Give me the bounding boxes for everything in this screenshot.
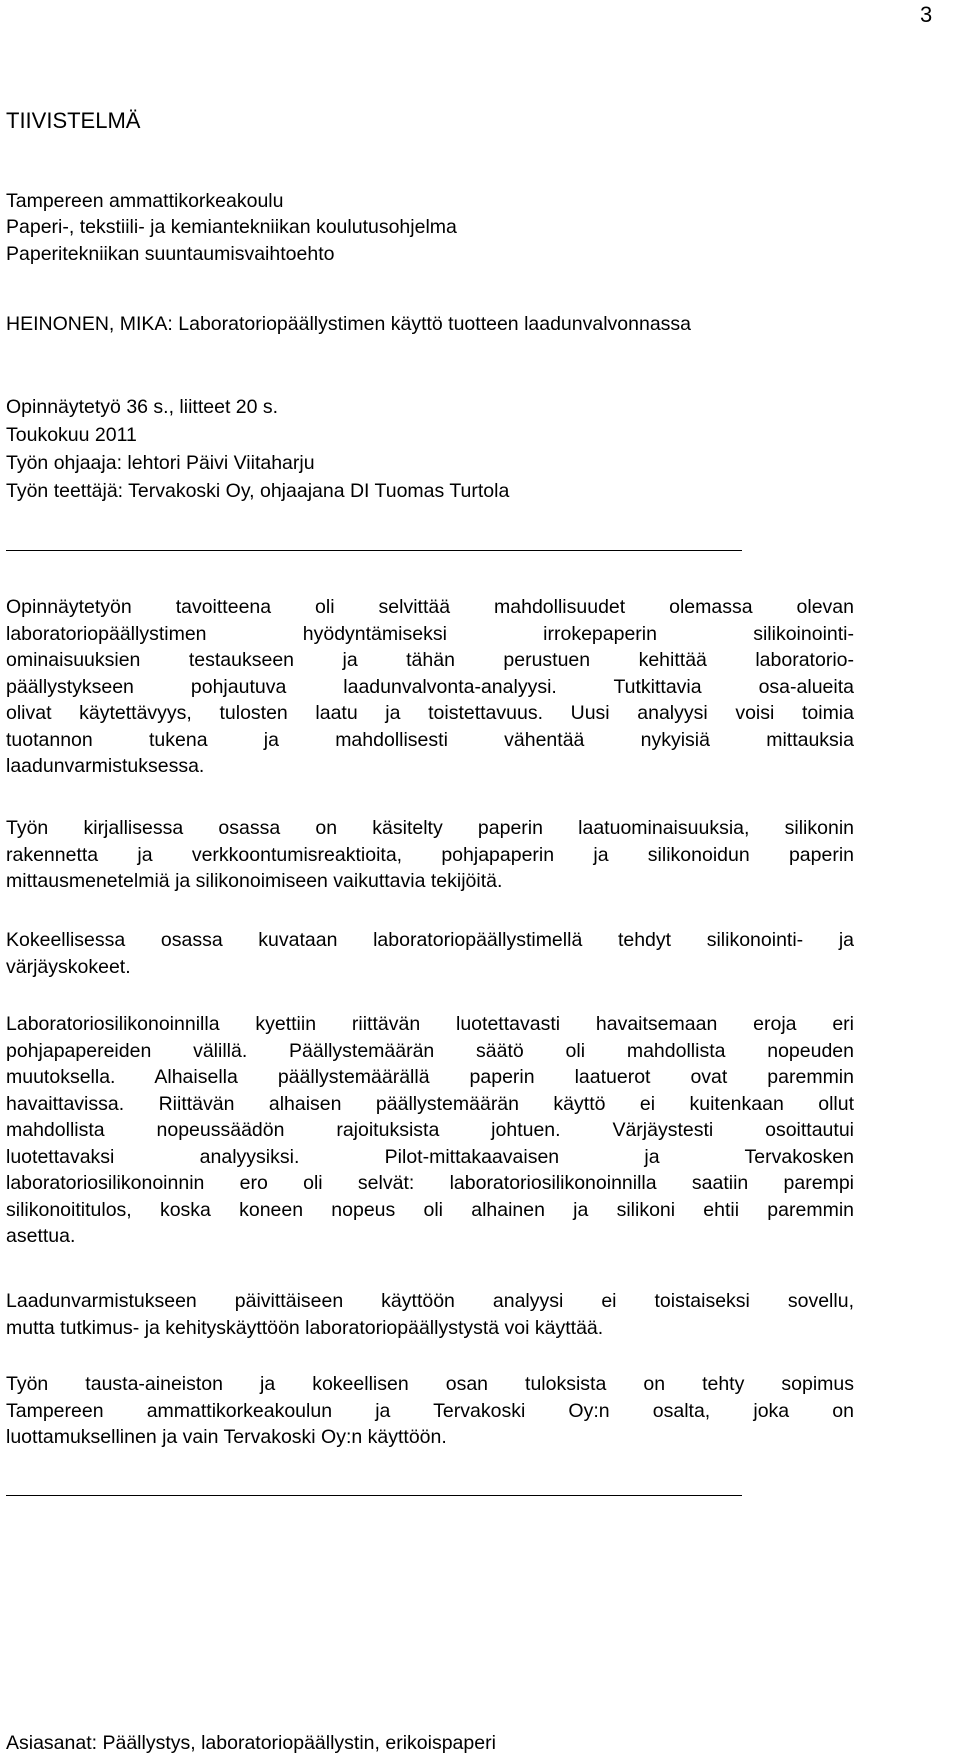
text-line: tuotannon tukena ja mahdollisesti vähentää nykyisiä mittauksia bbox=[6, 728, 854, 751]
text-line: pohjapapereiden välillä. Päällystemäärän säätö oli mahdollista nopeuden bbox=[6, 1039, 854, 1062]
text-line: asettua. bbox=[6, 1225, 76, 1247]
abstract-paragraph-5 bbox=[6, 1288, 854, 1341]
abstract-paragraph-1 bbox=[6, 594, 854, 780]
text-line: Laadunvarmistukseen päivittäiseen käyttöön analyysi ei toistaiseksi sovellu, bbox=[6, 1290, 854, 1312]
study-option: Paperitekniikan suuntaumisvaihtoehto bbox=[6, 243, 335, 265]
supervisor: Työn ohjaaja: lehtori Päivi Viitaharju bbox=[6, 452, 315, 474]
abstract-paragraph-2 bbox=[6, 815, 854, 895]
text-line: mutta tutkimus- ja kehityskäyttöön laboratoriopäällystystä voi käyttää. bbox=[6, 1316, 604, 1339]
text-line: mittausmenetelmiä ja silikonoimiseen vaikuttavia tekijöitä. bbox=[6, 870, 503, 892]
text-line: luottamuksellinen ja vain Tervakoski Oy:n käyttöön. bbox=[6, 1426, 447, 1448]
text-line: laadunvarmistuksessa. bbox=[6, 755, 205, 777]
text-line: havaittavissa. Riittävän alhaisen päällystemäärän käyttö ei kuitenkaan ollut bbox=[6, 1092, 854, 1115]
text-line: värjäyskokeet. bbox=[6, 955, 131, 978]
text-line: Työn kirjallisessa osassa on käsitelty paperin laatuominaisuuksia, silikonin bbox=[6, 817, 854, 839]
text-line: Opinnäytetyön tavoitteena oli selvittää mahdollisuudet olemassa olevan bbox=[6, 596, 854, 618]
text-line: mahdollista nopeussäädön rajoituksista johtuen. Värjäystesti osoittautui bbox=[6, 1119, 854, 1141]
text-line: laboratoriosilikonoinnin ero oli selvät: laboratoriosilikonoinnilla saatiin parempi bbox=[6, 1172, 854, 1194]
text-line: Laboratoriosilikonoinnilla kyettiin riittävän luotettavasti havaitsemaan eroja eri bbox=[6, 1013, 854, 1035]
top-divider bbox=[6, 550, 742, 551]
text-line: Tampereen ammattikorkeakoulun ja Tervakoski Oy:n osalta, joka on bbox=[6, 1399, 854, 1422]
abstract-paragraph-6 bbox=[6, 1371, 854, 1451]
text-line: Kokeellisessa osassa kuvataan laboratoriopäällystimellä tehdyt silikonointi- ja bbox=[6, 929, 854, 951]
keywords: Asiasanat: Päällystys, laboratoriopäällystin, erikoispaperi bbox=[6, 1732, 496, 1754]
text-line: luotettavaksi analyysiksi. Pilot-mittakaavaisen ja Tervakosken bbox=[6, 1145, 854, 1168]
text-line: laboratoriopäällystimen hyödyntämiseksi irrokepaperin silikoinointi- bbox=[6, 622, 854, 645]
text-line: ominaisuuksien testaukseen ja tähän perustuen kehittää laboratorio- bbox=[6, 649, 854, 671]
abstract-paragraph-4 bbox=[6, 1011, 854, 1250]
degree-programme: Paperi-, tekstiili- ja kemiantekniikan koulutusohjelma bbox=[6, 216, 457, 238]
author-and-title: HEINONEN, MIKA: Laboratoriopäällystimen käyttö tuotteen laadunvalvonnassa bbox=[6, 313, 692, 335]
text-line: olivat käytettävyys, tulosten laatu ja toistettavuus. Uusi analyysi voisi toimia bbox=[6, 702, 854, 724]
text-line: silikonoititulos, koska koneen nopeus oli alhainen ja silikoni ehtii paremmin bbox=[6, 1198, 854, 1221]
bottom-divider bbox=[6, 1495, 742, 1496]
page-count: Opinnäytetyö 36 s., liitteet 20 s. bbox=[6, 396, 279, 418]
text-line: päällystykseen pohjautuva laadunvalvonta-analyysi. Tutkittavia osa-alueita bbox=[6, 675, 854, 698]
abstract-heading: TIIVISTELMÄ bbox=[6, 108, 141, 133]
text-line: rakennetta ja verkkoontumisreaktioita, pohjapaperin ja silikonoidun paperin bbox=[6, 843, 854, 866]
text-line: Työn tausta-aineiston ja kokeellisen osan tuloksista on tehty sopimus bbox=[6, 1373, 854, 1395]
date: Toukokuu 2011 bbox=[6, 424, 137, 446]
school-name: Tampereen ammattikorkeakoulu bbox=[6, 190, 284, 212]
text-line: muutoksella. Alhaisella päällystemäärällä paperin laatuerot ovat paremmin bbox=[6, 1066, 854, 1088]
commissioner: Työn teettäjä: Tervakoski Oy, ohjaajana DI Tuomas Turtola bbox=[6, 480, 510, 502]
abstract-paragraph-3 bbox=[6, 927, 854, 980]
page-number: 3 bbox=[920, 2, 933, 27]
